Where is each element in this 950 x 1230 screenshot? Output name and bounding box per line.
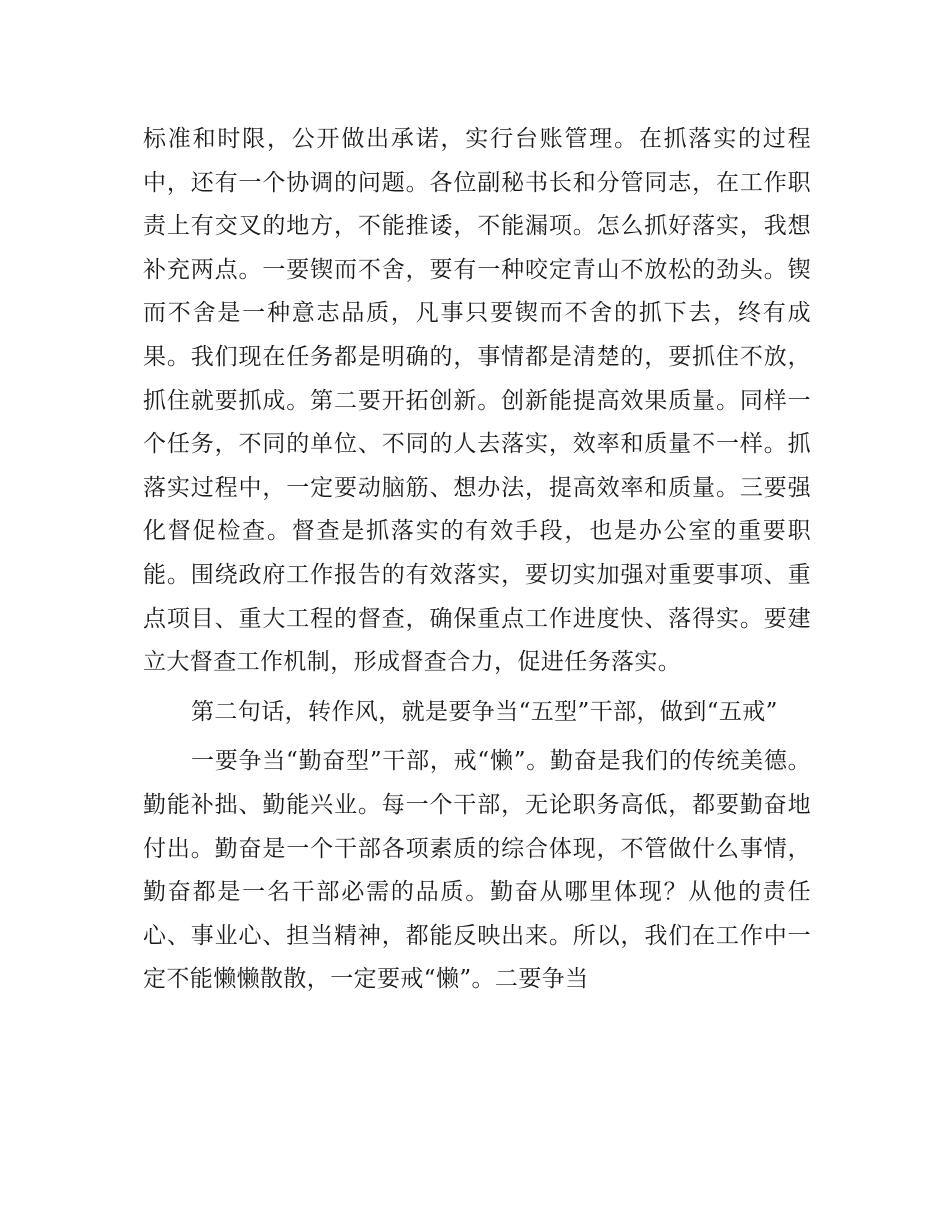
paragraph-diligence: 一要争当“勤奋型”干部，戒“懒”。勤奋是我们的传统美德。勤能补拙、勤能兴业。每一个干部，无论职务高低，都要勤奋地付出。勤奋是一个干部各项素质的综合体现，不管做什么事情，勤奋都是一名干部必需的品质。勤奋从哪里体现？从他的责任心、事业心、担当精神，都能反映出来。所以，我们在工作中一定不能懒懒散散，一定要戒“懒”。二要争当	[143, 748, 811, 993]
paragraph-section-heading: 第二句话，转作风，就是要争当“五型”干部，做到“五戒”	[191, 698, 778, 725]
paragraph-continued: 标准和时限，公开做出承诺，实行台账管理。在抓落实的过程中，还有一个协调的问题。各位副秘书长和分管同志，在工作职责上有交叉的地方，不能推诿，不能漏项。怎么抓好落实，我想补充两点。一要锲而不舍，要有一种咬定青山不放松的劲头。锲而不舍是一种意志品质，凡事只要锲而不舍的抓下去，终有成果。我们现在任务都是明确的，事情都是清楚的，要抓住不放，抓住就要抓成。第二要开拓创新。创新能提高效果质量。同样一个任务，不同的单位、不同的人去落实，效率和质量不一样。抓落实过程中，一定要动脑筋、想办法，提高效率和质量。三要强化督促检查。督查是抓落实的有效手段，也是办公室的重要职能。围绕政府工作报告的有效落实，要切实加强对重要事项、重点项目、重大工程的督查，确保重点工作进度快、落得实。要建立大督查工作机制，形成督查合力，促进任务落实。	[143, 126, 811, 676]
document-body	[143, 118, 811, 1002]
